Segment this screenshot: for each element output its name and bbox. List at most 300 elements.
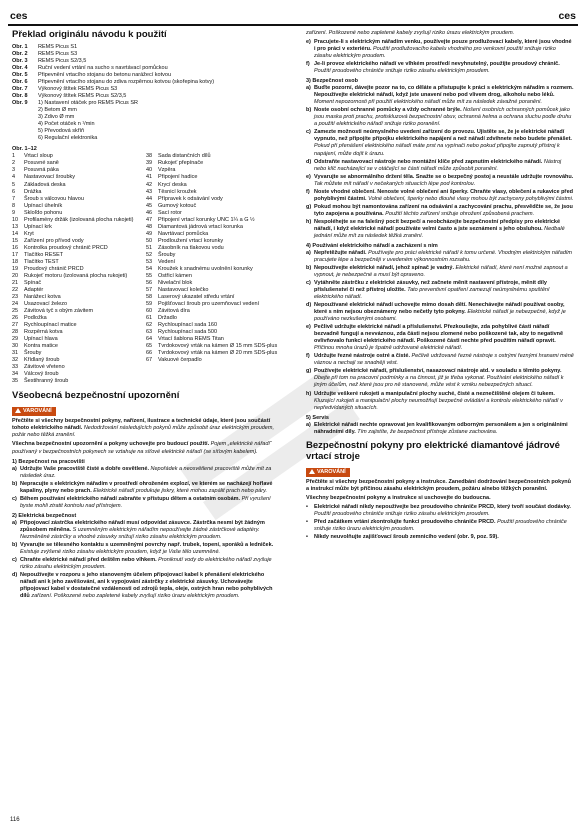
list-marker: g) bbox=[306, 203, 312, 210]
part-number: 40 bbox=[146, 167, 153, 174]
part-item bbox=[12, 273, 146, 280]
list-italic: Použití těchto zařízení snižuje ohrožení způsobená prachem. bbox=[385, 210, 535, 217]
list-body bbox=[314, 159, 574, 173]
part-name: Nivelační blok bbox=[158, 279, 193, 286]
list-bold: Vyvarujte se abnormálního držení těla. Snažte se o bezpečný postoj a neustále udržujte rovnováhu. bbox=[314, 173, 574, 180]
list-italic: zařízení. Poškozené nebo zapletené kabely zvyšují riziko úrazu elektrickým proudem. bbox=[31, 593, 240, 600]
list-bold: Pokud mohou být namontována zařízení na odsávání a zachycování prachu, přesvědčte se, že jsou tyto zapojena a používána. bbox=[314, 203, 573, 217]
figure-label: REMS Picus S1 bbox=[38, 43, 78, 50]
safety-paragraph-1 bbox=[12, 418, 280, 439]
part-number: 6 bbox=[12, 188, 16, 195]
figure-9-subitem: 5) Převodová skříň bbox=[38, 128, 85, 135]
part-number: 59 bbox=[146, 301, 153, 308]
section-3-title: 3) Bezpečnost osob bbox=[306, 78, 358, 85]
list-bold: Nepřetěžujte nářadí. bbox=[314, 249, 367, 256]
part-name: Tvrdokovový vrták na kámen Ø 20 mm SDS-plus bbox=[158, 350, 278, 357]
list-marker: b) bbox=[306, 264, 312, 271]
part-name: Skloľdo pohonu bbox=[24, 209, 63, 216]
part-item bbox=[12, 350, 146, 357]
list-bold: Noste vhodné oblečení. Nenoste volné oblečení ani šperky. Chraňte vlasy, oblečení a rukavice před pohyblivými částmi. bbox=[314, 188, 573, 202]
bullet-item bbox=[306, 519, 574, 533]
part-number: 61 bbox=[146, 315, 153, 322]
part-item bbox=[146, 322, 280, 329]
safety-p1-bold: Přečtěte si všechny bezpečnostní pokyny, nařízení, ilustrace a technické údaje, které jsou součástí tohoto elektrického nářadí. bbox=[12, 418, 271, 432]
list-italic: Použití prodlužovacího kabelu vhodného pro venkovní použití snižuje riziko zásahu elektrickým proudem. bbox=[314, 46, 556, 60]
list-marker: g) bbox=[306, 368, 312, 375]
part-item bbox=[146, 266, 280, 273]
part-number: 42 bbox=[146, 181, 153, 188]
part-name: Závitová díra bbox=[158, 308, 190, 315]
figure-item bbox=[12, 72, 280, 79]
list-bold: Udržujte veškeré rukojeti a manipulační plochy suché, čisté a neznečištěné olejem či tukem. bbox=[314, 390, 555, 397]
part-number: 20 bbox=[12, 272, 19, 279]
list-marker: b) bbox=[12, 480, 18, 487]
part-number: 26 bbox=[12, 315, 19, 322]
section-5-title: 5) Servis bbox=[306, 414, 329, 421]
list-italic: Elektrické nářadí produkuje jiskry, které mohou zapálit prach nebo páry. bbox=[93, 487, 268, 494]
list-item bbox=[306, 219, 574, 240]
part-number: 3 bbox=[12, 167, 16, 174]
part-number: 2 bbox=[12, 160, 16, 167]
part-item bbox=[12, 336, 146, 343]
list-italic: Kluzající rukojeti a manipulační plochy neumožňují bezpečné ovládání a kontrolu elektrického nářadí v nepředvídaných situacích. bbox=[314, 397, 563, 411]
part-item bbox=[12, 182, 146, 189]
part-item bbox=[12, 252, 146, 259]
part-name: Připojení vrtací korunky UNC 1¼ a G ½ bbox=[158, 216, 255, 223]
part-item bbox=[146, 224, 280, 231]
list-bold: Udržujte Vaše pracoviště čisté a dobře osvětlené. bbox=[20, 465, 149, 472]
list-bold: Buďte pozorní, dávejte pozor na to, co děláte a přistupujte k práci s elektrickým nářadím s rozmem. Nepoužívejte elektrické nářadí, když jste unavení nebo pod vlivem drog, alkoholu nebo léků. bbox=[314, 85, 574, 99]
part-item bbox=[146, 315, 280, 322]
part-item bbox=[146, 174, 280, 181]
part-number: 62 bbox=[146, 322, 153, 329]
figure-label: Připevnění vrtacího stojanu do zdiva rozpěrnou kotvou (skořepina kotvy) bbox=[38, 79, 215, 86]
part-item bbox=[12, 196, 146, 203]
list-marker: f) bbox=[306, 188, 310, 195]
bullet-bold: Před začátkem vrtání zkontrolujte funkci proudového chrániče PRCD. bbox=[314, 518, 496, 525]
part-name: Rozpěrná kotva bbox=[24, 329, 63, 336]
part-name: Upínací úhelník bbox=[24, 202, 63, 209]
part-number: 22 bbox=[12, 286, 19, 293]
part-item bbox=[12, 308, 146, 315]
part-name: Zařízení pro přívod vody bbox=[24, 237, 84, 244]
list-item bbox=[306, 391, 574, 412]
bullet-item bbox=[306, 504, 574, 518]
list-italic: Nepořádek a neosvětlené pracoviště může mít za následek úraz. bbox=[20, 465, 272, 479]
part-number: 64 bbox=[146, 336, 153, 343]
part-name: Krycí deska bbox=[158, 181, 187, 188]
part-item bbox=[146, 287, 280, 294]
part-item bbox=[12, 294, 146, 301]
figure-item bbox=[12, 86, 280, 93]
list-marker: f) bbox=[306, 353, 310, 360]
section-1-list bbox=[12, 466, 280, 510]
part-item bbox=[146, 210, 280, 217]
figure-list bbox=[12, 44, 280, 107]
figure-9-subitem: 4) Počet otáček n ¹/min bbox=[38, 121, 95, 128]
list-bold: Udržujte řezné nástroje ostré a čisté. bbox=[314, 353, 410, 360]
list-bold: Připojovací zástrčka elektrického nářadí musí odpovídat zásuvce. Zástrčka nesmí být žádným způsobem měněna. bbox=[20, 519, 265, 533]
figure-key: Obr. 3 bbox=[12, 57, 28, 64]
list-marker: a) bbox=[306, 85, 311, 92]
part-item bbox=[12, 266, 146, 273]
part-name: Šroub s válcovou hlavou bbox=[24, 195, 84, 202]
part-name: Křídlaný šroub bbox=[24, 357, 60, 364]
list-item bbox=[306, 422, 574, 436]
list-body bbox=[314, 219, 574, 240]
part-number: 57 bbox=[146, 286, 153, 293]
figure-label: 1) Nastavení otáček pro REMS Picus SR bbox=[38, 100, 138, 107]
list-italic: Nošení osobních ochranných pomůcek jako jsou maska proti prachu, protiskluzová bezpečnostní obuv, ochranná helma a ochrana sluchu podle druhu a použití elektrického nářadí snižuje riziko poranění. bbox=[314, 107, 572, 128]
list-italic: Pečlivě udržované řezné nástroje s ostrými řeznými hranami méně váznou a nechají se snadněji vést. bbox=[314, 353, 574, 367]
part-number: 47 bbox=[146, 216, 153, 223]
part-number: 14 bbox=[12, 230, 19, 237]
list-body bbox=[314, 391, 574, 412]
part-name: Diamantová jádrová vrtací korunka bbox=[158, 223, 243, 230]
list-body bbox=[314, 174, 574, 188]
part-number: 7 bbox=[12, 195, 16, 202]
warning-badge-2 bbox=[306, 468, 350, 477]
part-item bbox=[12, 259, 146, 266]
part-item bbox=[146, 357, 280, 364]
figure-key: Obr. 9 bbox=[12, 100, 28, 107]
list-marker: a) bbox=[12, 519, 17, 526]
part-name: Podložka bbox=[24, 315, 47, 322]
warning-badge bbox=[12, 407, 56, 416]
part-item bbox=[12, 378, 146, 385]
part-name: Nastavovací šroubky bbox=[24, 174, 76, 181]
part-item bbox=[146, 259, 280, 266]
list-italic: Tak můžete mít nářadí v nečekaných situacích lépe pod kontrolou. bbox=[314, 180, 476, 187]
list-bold: Nepoužívané elektrické nářadí uchovejte mimo dosah dětí. Nenechávejte nářadí používat osoby, které s ním nejsou obeznámeny nebo nečetly tyto pokyny. bbox=[314, 302, 565, 316]
part-name: Upínací krk bbox=[24, 223, 52, 230]
part-name: Rychloupínací sada 160 bbox=[158, 322, 218, 329]
part-name: Šestihranný šroub bbox=[24, 378, 69, 385]
list-body bbox=[20, 557, 280, 571]
section-2-list bbox=[12, 520, 280, 600]
part-number: 52 bbox=[146, 251, 153, 258]
figure-label: Výkonový štítek REMS Picus S3 bbox=[38, 86, 118, 93]
list-item bbox=[306, 189, 574, 203]
figure-9-subitem: 2) Betom Ø mm bbox=[38, 107, 77, 114]
list-marker: e) bbox=[306, 324, 311, 331]
parts-table bbox=[12, 153, 280, 385]
list-italic: Při vyrušení byste mohli ztratit kontrolu nad přístrojem. bbox=[20, 495, 271, 509]
part-number: 38 bbox=[146, 153, 153, 160]
part-name: Rukojeť motoru (izolovaná plocha rukojeti) bbox=[24, 272, 128, 279]
bullet-body bbox=[314, 534, 574, 541]
part-name: Kontrolka proudový chránič PRCD bbox=[24, 244, 108, 251]
list-body bbox=[20, 520, 280, 541]
list-bold: Pracujete-li s elektrickým nářadím venku, používejte pouze prodlužovací kabely, které jsou vhodné i pro práci v exteriéru. bbox=[314, 39, 572, 53]
part-name: Vrtací sloup bbox=[24, 153, 53, 160]
bullet-bold: Elektrické nářadí nikdy nepoužívejte bez proudového chrániče PRCD, který tvoří součást dodávky. bbox=[314, 503, 571, 510]
part-item bbox=[12, 329, 146, 336]
parts-title: Obr. 1–12 bbox=[12, 146, 37, 153]
doc-title: Překlad originálu návodu k použití bbox=[12, 29, 167, 40]
list-body bbox=[314, 324, 574, 352]
list-italic: Existuje zvýšené riziko zásahu elektrickým proudem, když je Vaše tělo uzemněné. bbox=[20, 548, 221, 555]
part-name: Připojení hadice bbox=[158, 174, 198, 181]
figure-key: Obr. 7 bbox=[12, 86, 28, 93]
list-marker: b) bbox=[306, 107, 312, 114]
part-number: 35 bbox=[12, 378, 19, 385]
part-number: 65 bbox=[146, 343, 153, 350]
figure-key: Obr. 4 bbox=[12, 65, 28, 72]
safety-p2-bold: Všechna bezpečnostní upozornění a pokyny uchovejte pro budoucí použití. bbox=[12, 441, 210, 448]
header-rule bbox=[8, 24, 578, 26]
list-italic: Dbejte při tom na pracovní podmínky a na činnost, již je třeba vykonat. Používání elektrického nářadí k jiným účelům, než které jsou pro ně stanovené, může vést k vzniku nebezpečných situací. bbox=[314, 375, 564, 389]
diamond-bullet-list bbox=[306, 504, 574, 541]
figure-key: Obr. 5 bbox=[12, 72, 28, 79]
diamond-paragraph-1: Přečtěte si všechny bezpečnostní pokyny a instrukce. Zanedbání dodržování bezpečnostních pokynů a instrukcí může být příčinou zásahu elektrickým proudem, požáru a/nebo těžkých poranění. bbox=[306, 478, 571, 492]
list-italic: Tím zajistíte, že bezpečnost přístroje zůstane zachována. bbox=[357, 428, 498, 435]
part-name: Závitové vřeteno bbox=[24, 364, 65, 371]
part-name: Kroužek k snadnému uvolnění korunky bbox=[158, 265, 253, 272]
part-name: Nastavovací kolečko bbox=[158, 286, 209, 293]
list-marker: f) bbox=[306, 61, 310, 68]
list-marker: a) bbox=[12, 465, 17, 472]
list-italic: S uzemněným elektrickým nářadím nepoužívejte žádné zástrčkové adaptéry. Nezměněné zástrčky a vhodné zásuvky snižují riziko zásahu elektrickým proudem. bbox=[20, 526, 260, 540]
part-item bbox=[146, 238, 280, 245]
list-bold: Nespoléhejte se na falešný pocit bezpečí a neobcházejte bezpečnostní předpisy pro elektrické nářadí, i když elektrické nářadí používáte velmi často a jste seznámeni s jeho obsluhou. bbox=[314, 218, 561, 232]
part-number: 63 bbox=[146, 329, 153, 336]
list-item bbox=[306, 302, 574, 323]
part-item bbox=[146, 350, 280, 357]
figure-label: Ruční vedení vrtání na sucho s navrtávací pomůckou bbox=[38, 65, 168, 72]
part-number: 29 bbox=[12, 336, 19, 343]
figure-9-subitem: 3) Zdivo Ø mm bbox=[38, 114, 75, 121]
figure-key: Obr. 1 bbox=[12, 43, 28, 50]
part-item bbox=[12, 301, 146, 308]
figure-item bbox=[12, 100, 280, 107]
part-number: 8 bbox=[12, 202, 16, 209]
part-name: Rukojeť přepínače bbox=[158, 160, 204, 167]
warning-triangle-icon bbox=[15, 408, 21, 413]
part-name: Tlačítko RESET bbox=[24, 251, 64, 258]
part-item bbox=[146, 153, 280, 160]
part-name: Těsnicí kroužek bbox=[158, 188, 197, 195]
part-number: 25 bbox=[12, 308, 19, 315]
part-name: Základová deska bbox=[24, 181, 66, 188]
list-item bbox=[306, 85, 574, 106]
part-number: 19 bbox=[12, 265, 19, 272]
part-number: 24 bbox=[12, 301, 19, 308]
part-name: Adaptér bbox=[24, 286, 44, 293]
part-item bbox=[146, 182, 280, 189]
list-bold: Chraňte elektrické nářadí před deštěm nebo vlhkem. bbox=[20, 556, 157, 563]
part-item bbox=[12, 287, 146, 294]
list-marker: c) bbox=[306, 129, 311, 136]
part-number: 31 bbox=[12, 350, 19, 357]
list-italic: Elektrické nářadí, které není možné zapnout a vypnout, je nebezpečné a musí být opraveno. bbox=[314, 264, 568, 278]
safety-title: Všeobecná bezpečnostní upozornění bbox=[12, 390, 180, 402]
list-marker: c) bbox=[12, 495, 17, 502]
part-item bbox=[146, 160, 280, 167]
left-column bbox=[12, 30, 280, 601]
list-item bbox=[306, 250, 574, 264]
part-number: 53 bbox=[146, 258, 153, 265]
list-body bbox=[314, 353, 574, 367]
part-number: 41 bbox=[146, 174, 153, 181]
figure-item bbox=[12, 51, 280, 58]
part-name: Spínač bbox=[24, 279, 42, 286]
part-number: 28 bbox=[12, 329, 19, 336]
list-marker: d) bbox=[12, 572, 18, 578]
part-number: 30 bbox=[12, 343, 19, 350]
part-name: Ostřicí kámen bbox=[158, 272, 192, 279]
list-bold: Nepoužívejte elektrické nářadí, jehož spínač je vadný. bbox=[314, 264, 454, 271]
part-name: Vakuové čerpadlo bbox=[158, 357, 202, 364]
part-name: Tlačítko TEST bbox=[24, 258, 59, 265]
list-bold: Nepoužívejte v rozporu s jeho stanoveným účelem připojovací kabel k přenášení elektrického nářadí ani k jeho zavěšování, ani k vypojování zástrčky z elektrické zásuvky. Uchovávejte připojovací kabel v dostatečné vzdálenosti od zdrojů tepla, oleje, ostrých hran nebo pohyblivých dílů bbox=[20, 572, 273, 600]
list-italic: Tato preventivní opatření zamezují neúmyslnému spuštění elektrického nářadí. bbox=[314, 287, 550, 301]
part-number: 18 bbox=[12, 258, 19, 265]
list-item bbox=[306, 174, 574, 188]
part-number: 5 bbox=[12, 181, 16, 188]
list-bold: Elektrické nářadí nechte opravovat jen kvalifikovaným odborným personálem a jen s originálními náhradními díly. bbox=[314, 421, 568, 435]
part-name: Pojišťovací šroub pro uzemňovací vedení bbox=[158, 301, 260, 308]
part-item bbox=[146, 273, 280, 280]
part-name: Narážecí kotva bbox=[24, 294, 61, 301]
warning-label: VAROVÁNÍ bbox=[23, 408, 52, 415]
part-item bbox=[12, 357, 146, 364]
part-number: 60 bbox=[146, 308, 153, 315]
diamond-safety-title: Bezpečnostní pokyny pro elektrické diamantové jádrové vrtací stroje bbox=[306, 439, 560, 462]
parts-column-right bbox=[146, 153, 280, 385]
figure-9-sublist bbox=[12, 107, 280, 142]
list-item bbox=[12, 572, 280, 600]
part-name: Tvrdokovový vrták na kámen Ø 15 mm SDS-plus bbox=[158, 343, 278, 350]
list-body bbox=[20, 481, 280, 495]
part-number: 21 bbox=[12, 279, 19, 286]
safety-paragraph-2 bbox=[12, 441, 280, 455]
part-number: 44 bbox=[146, 195, 153, 202]
part-number: 33 bbox=[12, 364, 19, 371]
list-marker: a) bbox=[306, 249, 311, 256]
part-item bbox=[146, 231, 280, 238]
part-number: 51 bbox=[146, 244, 153, 251]
part-item bbox=[12, 174, 146, 181]
list-body bbox=[314, 250, 574, 264]
part-name: Šrouby bbox=[158, 251, 176, 258]
list-marker: c) bbox=[12, 556, 17, 563]
list-bold: Je-li provoz elektrického nářadí ve vlhkém prostředí nevyhnutelný, použijte proudový chránič. bbox=[314, 61, 560, 68]
bullet-marker: • bbox=[306, 503, 308, 510]
list-marker: c) bbox=[306, 280, 311, 287]
part-name: Rychloupínací matice bbox=[24, 322, 77, 329]
list-item bbox=[12, 481, 280, 495]
part-name: Vzpěra bbox=[158, 167, 176, 174]
bullet-bold: Nikdy neuvolňujte zajišťovací šroub zemnicího vedení (obr. 9, poz. 59). bbox=[314, 533, 499, 540]
part-number: 56 bbox=[146, 279, 153, 286]
part-name: Profilamény držák (izolovaná plocha rukojeti) bbox=[24, 216, 134, 223]
list-body bbox=[20, 496, 280, 510]
list-marker: e) bbox=[306, 39, 311, 46]
list-bold: Noste osobní ochranné pomůcky a vždy ochranné brýle. bbox=[314, 107, 462, 114]
part-number: 48 bbox=[146, 223, 153, 230]
part-item bbox=[12, 167, 146, 174]
list-item bbox=[306, 129, 574, 157]
bullet-italic: Použití proudového chrániče snižuje riziko zásahu elektrickým proudem. bbox=[314, 510, 490, 517]
list-body bbox=[20, 466, 280, 480]
bullet-marker: • bbox=[306, 533, 308, 540]
figure-label: Výkonový štítek REMS Picus S2/3,5 bbox=[38, 93, 127, 100]
list-item bbox=[306, 265, 574, 279]
part-item bbox=[146, 167, 280, 174]
list-item bbox=[12, 520, 280, 541]
part-number: 32 bbox=[12, 357, 19, 364]
part-name: Kryt bbox=[24, 230, 34, 237]
header-lang-right: ces bbox=[558, 10, 576, 22]
part-item bbox=[12, 364, 146, 371]
bullet-body bbox=[314, 519, 574, 533]
part-item bbox=[12, 280, 146, 287]
part-item bbox=[12, 153, 146, 160]
part-item bbox=[146, 308, 280, 315]
figure-9-subitem: 6) Regulační elektronika bbox=[38, 135, 98, 142]
part-name: Sací rotor bbox=[158, 209, 182, 216]
warning-triangle-icon bbox=[309, 469, 315, 474]
bullet-italic: Použití proudového chrániče snižuje riziko úrazu elektrickým proudem. bbox=[314, 518, 567, 532]
list-marker: a) bbox=[306, 421, 311, 428]
part-item bbox=[12, 231, 146, 238]
list-body bbox=[314, 265, 574, 279]
list-italic: Proniknutí vody do elektrického nářadí zvyšuje riziko zásahu elektrickým proudem. bbox=[20, 556, 272, 570]
part-name: Gumový kotouč bbox=[158, 202, 197, 209]
part-number: 45 bbox=[146, 202, 153, 209]
list-italic: Elektrické nářadí je nebezpečné, když je používáno nezkušenými osobami. bbox=[314, 309, 566, 323]
figure-label: Připevnění vrtacího stojanu do betonu narážecí kotvou bbox=[38, 72, 172, 79]
part-name: Drážka bbox=[24, 188, 42, 195]
safety-p1-rest: Nedodržování následujících pokynů může způsobit úraz elektrickým proudem, požár nebo těžká zranění. bbox=[12, 425, 274, 439]
list-body bbox=[314, 61, 574, 75]
list-bold: Používejte elektrické nářadí, příslušenství, nasazovací nástroje atd. v souladu s těmito pokyny. bbox=[314, 368, 562, 375]
list-marker: d) bbox=[306, 158, 312, 165]
list-bold: Pečlivě udržujte elektrické nářadí a příslušenství. Přezkoušejte, zda pohyblivé části nářadí bezvadně fungují a nevváznou, zda části nejsou zlomené nebo poškozené tak, aby to negativně ovlivňovalo funkci elektrického nářadí. Poškozené části nechte před použitím nářadí opravit. bbox=[314, 324, 564, 345]
list-body bbox=[314, 189, 574, 203]
part-item bbox=[12, 245, 146, 252]
page-number: 116 bbox=[10, 817, 20, 823]
part-item bbox=[146, 329, 280, 336]
list-body bbox=[314, 107, 574, 128]
section-5-list bbox=[306, 422, 574, 436]
part-item bbox=[12, 238, 146, 245]
part-item bbox=[146, 252, 280, 259]
section-4-title: 4) Používání elektrického nářadí a zacházení s ním bbox=[306, 242, 438, 249]
bullet-item bbox=[306, 534, 574, 541]
list-body bbox=[20, 572, 280, 600]
list-body bbox=[314, 85, 574, 106]
list-item bbox=[306, 159, 574, 173]
section-3-list bbox=[306, 85, 574, 240]
figure-key: Obr. 6 bbox=[12, 79, 28, 86]
list-bold: Zamezte možnosti neúmyslného uvedení zařízení do provozu. Ujistěte se, že je elektrické nářadí vypnuto, než připojíte přípojku elektrického napájení a než nářadí zdvihnete nebo budete přenášet. bbox=[314, 129, 572, 143]
safety-p2-rest: Pojem „elektrické nářadí“ používaný v bezpečnostních pokynech se vztahuje na síťové elektrické nářadí (se síťovým kabelem). bbox=[12, 441, 272, 455]
part-number: 43 bbox=[146, 188, 153, 195]
part-number: 49 bbox=[146, 230, 153, 237]
figure-item bbox=[12, 79, 280, 86]
figure-item bbox=[12, 93, 280, 100]
list-italic: Použití proudového chrániče snižuje riziko zásahu elektrickým proudem. bbox=[314, 68, 490, 75]
list-marker: b) bbox=[12, 541, 18, 548]
part-name: Proudový chránič PRCD bbox=[24, 265, 84, 272]
parts-column-left bbox=[12, 153, 146, 385]
part-name: Laserový ukazatel středu vrtání bbox=[158, 294, 235, 301]
part-item bbox=[146, 301, 280, 308]
part-item bbox=[146, 189, 280, 196]
figure-label: REMS Picus S2/3,5 bbox=[38, 57, 87, 64]
